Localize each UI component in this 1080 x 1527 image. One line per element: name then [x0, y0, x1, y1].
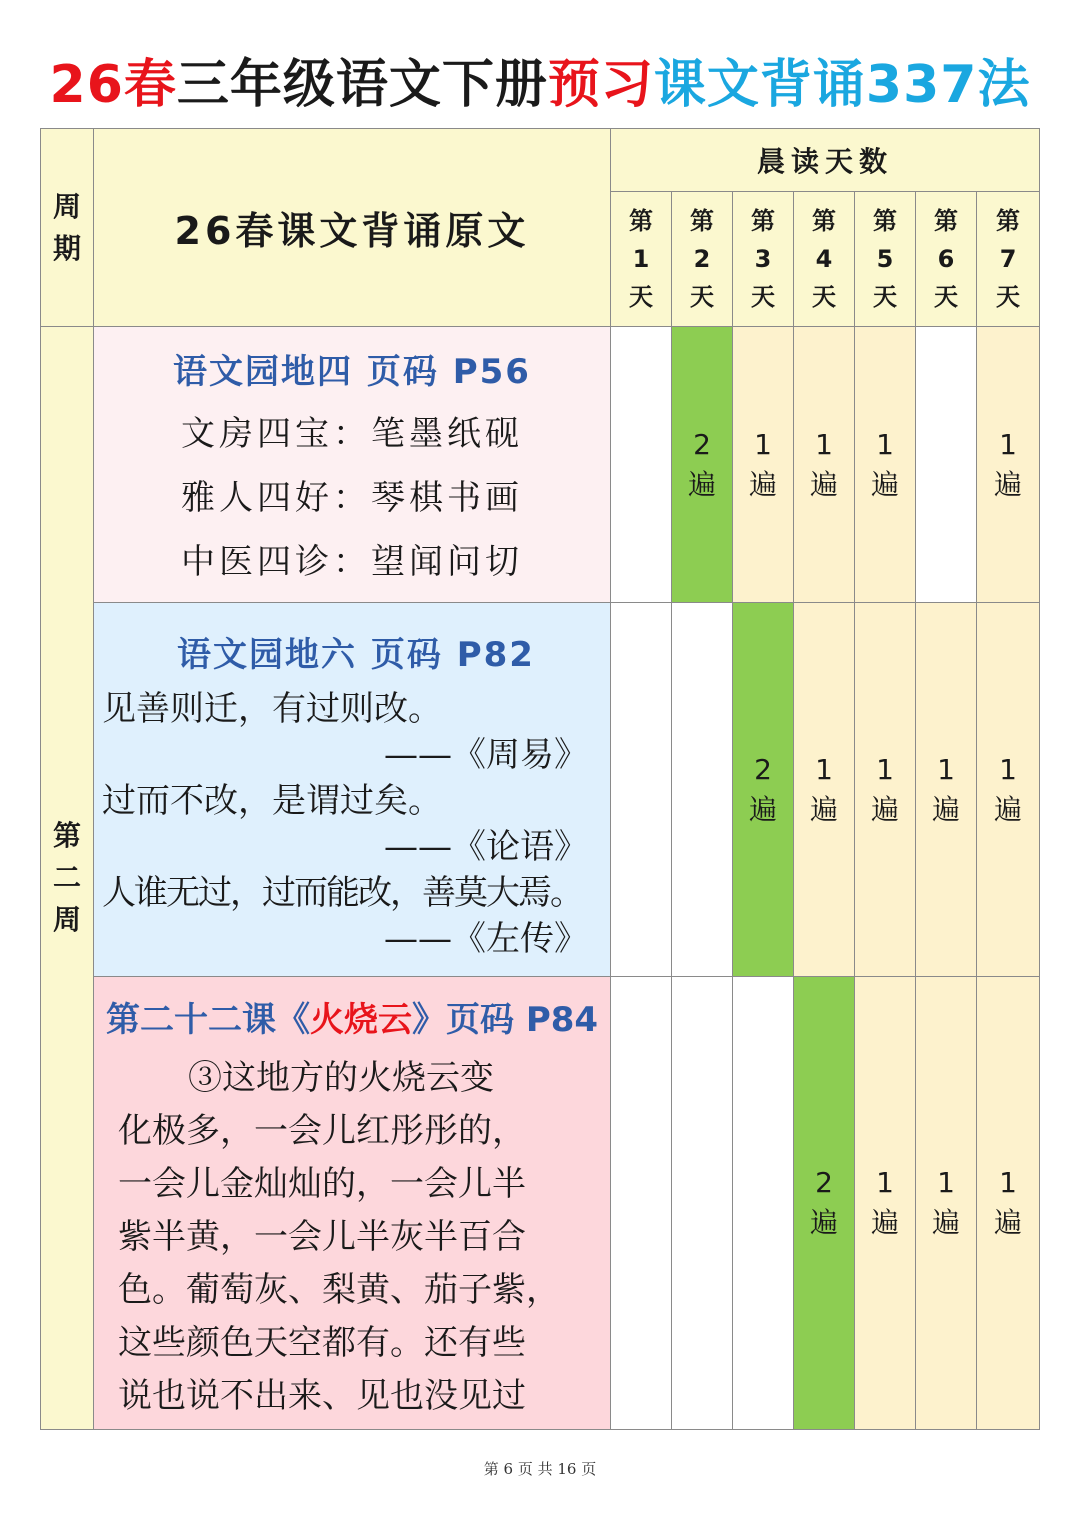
- count-unit: 遍: [687, 467, 716, 501]
- section-heading: 第二十二课《火烧云》页码 P84: [106, 999, 599, 1040]
- text-line: 人谁无过，过而能改，善莫大焉。: [102, 872, 582, 913]
- header-main-title: 26春课文背诵原文: [94, 129, 611, 327]
- count-unit: 遍: [870, 467, 899, 501]
- title-part-2: 三年级语文下册: [176, 55, 548, 115]
- count-cell-day-6: [916, 327, 977, 603]
- count-unit: 遍: [994, 1206, 1023, 1239]
- count-cell-day-1: [611, 327, 672, 603]
- header-day-4: 第 4 天: [794, 192, 855, 327]
- count-number: 2: [693, 427, 711, 461]
- text-source: ——《左传》: [384, 918, 588, 959]
- text-line: 中医四诊：望闻问切: [181, 541, 523, 582]
- count-cell-day-3: [733, 977, 794, 1430]
- count-unit: 遍: [994, 467, 1023, 501]
- text-line: 色。葡萄灰、梨黄、茄子紫，: [118, 1269, 560, 1310]
- count-cell-day-7: [977, 327, 1040, 603]
- count-cell-day-2: [672, 603, 733, 977]
- text-line: 文房四宝：笔墨纸砚: [181, 413, 523, 454]
- header-zhouqi: 周 期: [41, 129, 94, 327]
- count-unit: 遍: [994, 792, 1023, 826]
- page-footer: 第 6 页 共 16 页: [483, 1460, 597, 1478]
- text-source: ——《周易》: [384, 734, 588, 775]
- count-unit: 遍: [809, 1206, 838, 1239]
- section-yuwen-yuandi-4: [94, 327, 611, 603]
- header-day-1: 第 1 天: [611, 192, 672, 327]
- page-title: [0, 42, 1080, 117]
- section-lesson-22: [94, 977, 611, 1430]
- count-number: 1: [999, 427, 1017, 461]
- text-line: 见善则迁，有过则改。: [102, 688, 442, 729]
- count-cell-day-6: [916, 977, 977, 1430]
- count-cell-day-1: [611, 977, 672, 1430]
- count-number: 2: [754, 752, 772, 786]
- count-cell-day-3: [733, 603, 794, 977]
- count-number: 1: [876, 427, 894, 461]
- count-cell-day-1: [611, 603, 672, 977]
- header-chendu: 晨读天数: [611, 129, 1040, 192]
- count-number: 1: [999, 752, 1017, 786]
- title-part-1: 26春: [49, 55, 177, 115]
- lesson-title: 火烧云: [310, 999, 412, 1040]
- text-line: 说也说不出来、见也没见过: [118, 1375, 526, 1416]
- text-line: 一会儿金灿灿的，一会儿半: [118, 1163, 526, 1204]
- count-cell-day-3: [733, 327, 794, 603]
- week-label: 第 二 周: [41, 327, 94, 1430]
- count-number: 1: [754, 427, 772, 461]
- count-number: 1: [876, 752, 894, 786]
- count-cell-day-4: [794, 977, 855, 1430]
- header-day-5: 第 5 天: [855, 192, 916, 327]
- count-cell-day-2: [672, 327, 733, 603]
- count-unit: 遍: [870, 1206, 899, 1239]
- header-day-6: 第 6 天: [916, 192, 977, 327]
- title-part-4: 课文背诵337法: [653, 55, 1031, 115]
- count-cell-day-5: [855, 977, 916, 1430]
- count-cell-day-5: [855, 603, 916, 977]
- recitation-table: [40, 128, 1040, 1430]
- count-number: 1: [876, 1166, 894, 1199]
- count-number: 1: [815, 752, 833, 786]
- section-yuwen-yuandi-6: [94, 603, 611, 977]
- count-unit: 遍: [809, 467, 838, 501]
- count-cell-day-7: [977, 603, 1040, 977]
- section-heading: 语文园地六 页码 P82: [177, 634, 535, 675]
- count-number: 1: [937, 752, 955, 786]
- text-line: 过而不改，是谓过矣。: [102, 780, 442, 821]
- count-number: 2: [815, 1166, 833, 1199]
- section-heading: 语文园地四 页码 P56: [173, 351, 531, 392]
- count-unit: 遍: [870, 792, 899, 826]
- text-line: 雅人四好：琴棋书画: [181, 477, 523, 518]
- count-unit: 遍: [809, 792, 838, 826]
- count-unit: 遍: [931, 1206, 960, 1239]
- count-number: 1: [937, 1166, 955, 1199]
- count-number: 1: [999, 1166, 1017, 1199]
- count-cell-day-2: [672, 977, 733, 1430]
- text-source: ——《论语》: [384, 826, 588, 867]
- count-cell-day-6: [916, 603, 977, 977]
- count-unit: 遍: [748, 467, 777, 501]
- header-day-7: 第 7 天: [977, 192, 1040, 327]
- count-cell-day-4: [794, 327, 855, 603]
- count-unit: 遍: [931, 792, 960, 826]
- header-day-3: 第 3 天: [733, 192, 794, 327]
- count-cell-day-4: [794, 603, 855, 977]
- text-line: 这些颜色天空都有。还有些: [118, 1322, 526, 1363]
- count-cell-day-5: [855, 327, 916, 603]
- text-line: ③这地方的火烧云变: [188, 1057, 494, 1098]
- text-line: 紫半黄，一会儿半灰半百合: [118, 1216, 526, 1257]
- text-line: 化极多，一会儿红彤彤的，: [118, 1110, 526, 1151]
- header-day-2: 第 2 天: [672, 192, 733, 327]
- count-number: 1: [815, 427, 833, 461]
- count-unit: 遍: [748, 792, 777, 826]
- count-cell-day-7: [977, 977, 1040, 1430]
- title-part-3: 预习: [547, 55, 654, 115]
